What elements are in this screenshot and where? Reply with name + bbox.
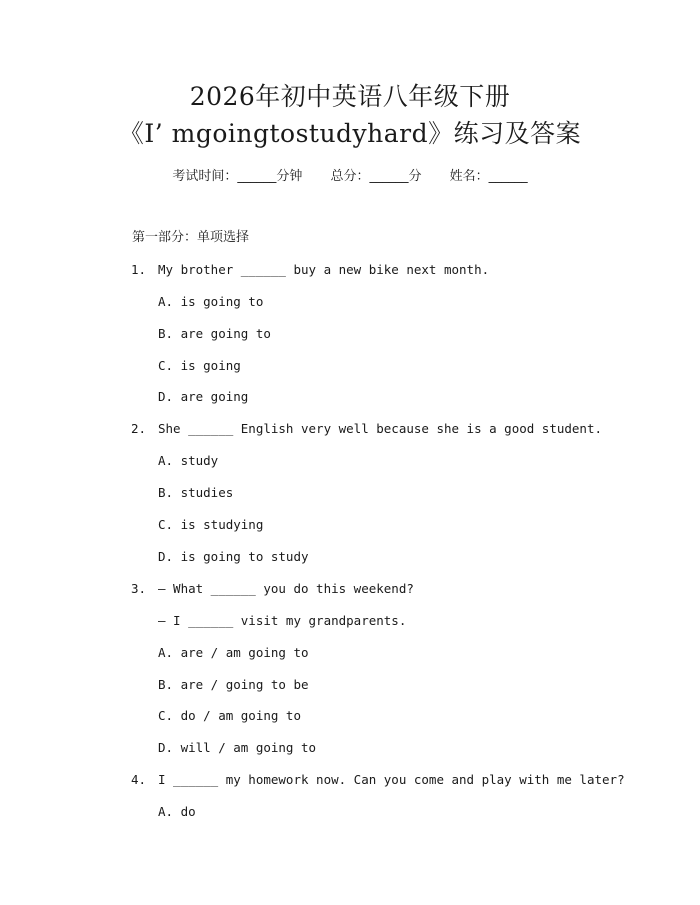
answer-option: C. do / am going to: [158, 708, 301, 723]
question-text: — I ______ visit my grandparents.: [158, 613, 407, 628]
question-text: My brother ______ buy a new bike next month.: [158, 262, 490, 277]
exam-time-field: 考试时间：______分钟: [172, 169, 303, 184]
question-text: I ______ my homework now. Can you come and play with me later?: [158, 772, 625, 787]
answer-option: A. is going to: [158, 294, 264, 309]
answer-option: D. will / am going to: [158, 740, 317, 755]
question-text: — What ______ you do this weekend?: [158, 581, 414, 596]
question-number: 1.: [131, 262, 147, 277]
question-number: 4.: [131, 772, 147, 787]
answer-option: C. is studying: [158, 517, 264, 532]
answer-option: B. studies: [158, 485, 234, 500]
answer-option: A. study: [158, 453, 219, 468]
exam-meta: [0, 168, 700, 186]
section-heading: 第一部分：单项选择: [132, 230, 250, 245]
answer-option: D. is going to study: [158, 549, 309, 564]
question-number: 2.: [131, 421, 147, 436]
question-number: 3.: [131, 581, 147, 596]
answer-option: A. do: [158, 804, 196, 819]
total-score-field: 总分：______分: [330, 169, 422, 184]
question-text: She ______ English very well because she is a good student.: [158, 421, 603, 436]
document-title-line-1: 2026年初中英语八年级下册: [189, 82, 511, 111]
answer-option: B. are / going to be: [158, 677, 309, 692]
answer-option: A. are / am going to: [158, 645, 309, 660]
answer-option: B. are going to: [158, 326, 271, 341]
answer-option: D. are going: [158, 389, 249, 404]
answer-option: C. is going: [158, 358, 241, 373]
name-field: 姓名：______: [449, 169, 528, 184]
document-title-line-2: 《I’ mgoingtostudyhard》练习及答案: [118, 119, 582, 148]
